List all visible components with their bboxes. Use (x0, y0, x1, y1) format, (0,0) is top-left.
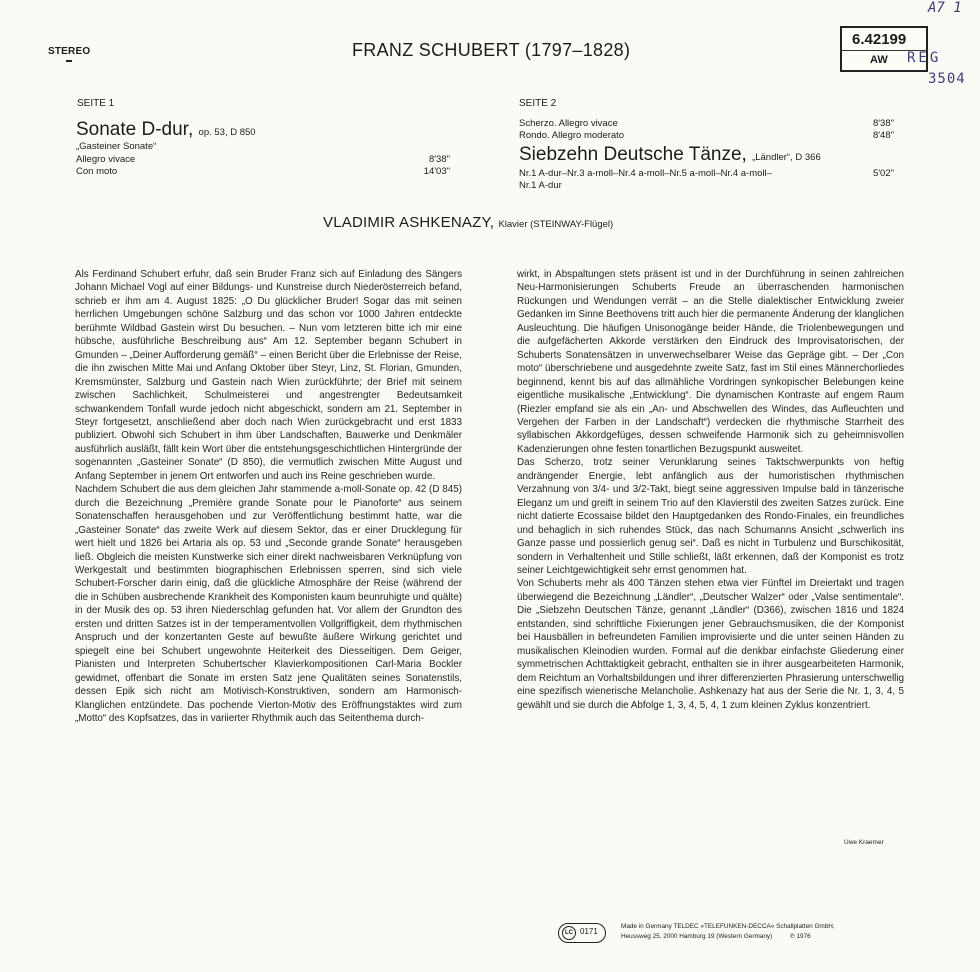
notes-column-right (517, 268, 904, 712)
side1-opus: op. 53, D 850 (198, 127, 256, 138)
label-code-number: 0171 (580, 927, 598, 936)
notes-paragraph: Als Ferdinand Schubert erfuhr, daß sein Bruder Franz sich auf Einladung des Sängers Johann Michael Vogl auf einer Bildungs- und Kunstreise durch Niederösterreich befand, schrieb er ihm am 4. August 1825: „O Du glücklicher Bruder! Sogar das mit seinen herrlichen Umgebungen schöne Salzburg und das schon vor 1000 Jahren entdeckte berühmte Wildbad Gastein wirst Du besuchen. – Nun vom letzteren bitte ich mir eine hübsche, ausführliche Beschreibung aus“ Am 12. September begann Schubert in Gmunden – „Deiner Aufforderung gemäß“ – einen Bericht über die Erlebnisse der Reise, die ihn zwischen Mitte Mai und Anfang Oktober über Steyr, Linz, St. Florian, Gmunden, Kremsmünster, Salzburg und Gastein nach Wien zurückführte; der Brief mit seinem zwischen Sachlichkeit, Schulmeisterei und angestrengter Bedeutsamkeit schwankendem Tonfall wurde jedoch nicht abgeschickt, sondern am 21. September in Steyr fortgesetzt, anschließend aber doch nach Wien zurückgebracht und erst 1833 publiziert. Obwohl sich Schubert in ihm über Landschaften, Bauwerke und Denkmäler ausführlich ausläßt, fällt kein Wort über die entstehungsgeschichtlichen Hintergründe der sogenannten „Gasteiner Sonate“ (D 850), die vermutlich zwischen Mitte August und Anfang September in jenem Ort entworfen und auch ins Reine geschrieben wurde. (75, 269, 462, 482)
stereo-label: STEREO (48, 46, 91, 57)
side2-opus: „Ländler“, D 366 (752, 152, 821, 163)
imprint-copyright: ℗ 1976 (789, 933, 811, 940)
side2-label: SEITE 2 (519, 98, 557, 109)
side2-title-text: Siebzehn Deutsche Tänze, (519, 144, 747, 165)
notes-column-left (75, 268, 462, 725)
side1-track-1-duration: 8'38" (428, 154, 450, 165)
catalog-code: AW (870, 54, 888, 66)
notes-paragraph: wirkt, in Abspaltungen stets präsent ist und in der Durchführung in seinen zahlreichen Neu-Harmonisierungen Schuberts Freude an überraschenden harmonischen Rückungen und Wendungen verrät – an die Stelle dialektischer Entwicklung zweier Gedanken im Sinne Beethovens tritt auch hier die permanente Änderung der klanglichen Ausleuchtung. Die häufigen Unisonogänge beider Hände, die Triolenbewegungen und die aufgefächerten Akkorde verstärken den Eindruck des Improvisatorischen, der Schuberts Sonatensätzen in unverwechselbarer Weise das Gepräge gibt. – Der „Con moto“ überschriebene und ausgedehnte zweite Satz, fast im Stil eines Männerchorliedes beginnend, kennt bis auf das allmähliche Vordringen synkopischer Belebungen keine eigentliche musikalische „Entwicklung“. Die dynamischen Kontraste auf engem Raum (Riezler empfand sie als ein „An- und Abschwellen des Windes, das Aufleuchten und Vergehen der Farben in der Landschaft“) verdecken die rhythmische Starrheit des syllabischen Akkordgefüges, dessen schweifende Harmonik sich zu geheimnisvollen Kadenzierungen ohne festen tonartlichen Bezugspunkt ausweitet. (517, 269, 904, 455)
side2-track-1-name: Scherzo. Allegro vivace (519, 118, 618, 129)
side1-track-2-name: Con moto (76, 166, 118, 177)
notes-paragraph: Nachdem Schubert die aus dem gleichen Jahr stammende a-moll-Sonate op. 42 (D 845) durch die Bezeichnung „Première grande Sonate pour le Pianoforte“ aus seinem Sonatenschaffen herausgehoben und zur Veröffentlichung bestimmt hatte, war die „Gasteiner Sonate“ das zweite Werk auf diesem Sektor, das er einer Drucklegung für wert hielt und 1826 bei Artaria als op. 53 und „Seconde grande Sonate“ herausgeben ließ. Obgleich die meisten Kunstwerke sich einer direkt nachweisbaren Verknüpfung von Werkgestalt und bestimmten biographischen Erlebnissen sperren, sind sich viele Schubert-Forscher darin einig, daß die glückliche Atmosphäre der Reise (während der die in Schüben ausbrechende Krankheit des Komponisten kaum beunruhigte und quälte) in der Musik des op. 53 ihren Niederschlag gefunden hat. Vor allem der Grundton des ersten und dritten Satzes ist in der temperamentvollen Vollgriffigkeit, dem rhythmischen Anspruch und der konzertanten Geste auf bewußte äußere Wirkung gerichtet und spiegelt eine bei Schubert ungewohnte Heiterkeit des Diesseitigen. Dem Geiger, Pianisten und Interpreten Schubertscher Klavierkompositionen Carl-Maria Bockler gewidmet, offenbart die Sonate im ersten Satz jene Qualitäten seines Sonatenstils, dessen Epik sich nicht am Motivisch-Konstruktiven, sondern am Harmonisch-Klanglichen entzündete. Das pochende Vierton-Motiv des Eröffnungstaktes wird zum „Motto“ des Kopfsatzes, das in variierter Rhythmik auch das Seitenthema durch- (75, 484, 462, 724)
notes-paragraph: Von Schuberts mehr als 400 Tänzen stehen etwa vier Fünftel im Dreiertakt und tragen überwiegend die Bezeichnung „Ländler“, „Deutscher Walzer“ oder „Valse sentimentale“. Die „Siebzehn Deutschen Tänze, genannt „Ländler“ (D366), zwischen 1816 und 1824 entstanden, sind schriftliche Fixierungen jener Gebrauchsmusiken, die der Komponist bei Hausbällen in befreundeten Familien improvisierte und die unter seinen Händen zu musikalischen Kleinodien wurden. Formal auf die denkbar einfachste Gliederung einer symmetrischen Achttaktigkeit gebracht, enthalten sie in ihrer ausgearbeiteten Harmonik, dem Reichtum an Vorhaltsbildungen und ihrer differenzierten Phrasierung unterschwellig eine spezifisch wienerische Melancholie. Ashkenazy hat aus der Serie die Nr. 1, 3, 4, 5 gewählt und sie durch die Abfolge 1, 3, 4, 5, 4, 1 zum kleinen Zyklus konzentriert. (517, 578, 904, 711)
side2-dances-line1: Nr.1 A-dur–Nr.3 a-moll–Nr.4 a-moll–Nr.5 a-moll–Nr.4 a-moll– (519, 168, 772, 179)
composer-title: FRANZ SCHUBERT (1797–1828) (352, 40, 631, 60)
imprint-line1: Made in Germany TELDEC »TELEFUNKEN-DECCA« Schallplatten GmbH, (621, 923, 835, 930)
handwritten-top: A7 1 (928, 0, 962, 16)
catalog-number: 6.42199 (852, 31, 907, 48)
side1-subtitle: „Gasteiner Sonate“ (76, 141, 157, 152)
imprint-line2 (621, 932, 921, 942)
label-code-mark: LC (562, 926, 576, 940)
performer-name: VLADIMIR ASHKENAZY, (323, 214, 495, 231)
handwritten-number: 3504 (928, 71, 966, 87)
side2-track-1-duration: 8'38" (872, 118, 894, 129)
side2-track-2-name: Rondo. Allegro moderato (519, 130, 625, 141)
performer (323, 214, 613, 231)
imprint (621, 922, 921, 942)
notes-author: Uwe Kraemer (844, 839, 884, 846)
side1-work-title (76, 119, 256, 141)
side1-track-2-duration: 14'03" (423, 166, 450, 177)
stereo-dash (66, 60, 72, 62)
imprint-address: Heussweg 25, 2000 Hamburg 19 (Western Germany) (621, 933, 773, 940)
side2-work-title (519, 144, 821, 166)
side1-label: SEITE 1 (77, 98, 115, 109)
side2-track-2-duration: 8'48" (872, 130, 894, 141)
handwritten-reg: REG (907, 50, 942, 66)
side1-title-text: Sonate D-dur, (76, 119, 194, 140)
performer-role: Klavier (STEINWAY-Flügel) (498, 219, 614, 230)
side1-track-1-name: Allegro vivace (76, 154, 136, 165)
notes-paragraph: Das Scherzo, trotz seiner Verunklarung seines Taktschwerpunkts von heftig andrängender Energie, lebt anfänglich aus der humoristischen rhythmischen Verzahnung von 3/4- und 3/2-Takt, biegt seine aggressiven Impulse bald in tänzerische Eleganz um und greift in seinem Trio auf den Klavierstil des zweiten Satzes zurück. Eine nicht datierte Ecossaise bildet den Hauptgedanken des Rondo-Finales, ein freundliches und behaglich in sich ruhendes Stück, das nach Schumanns Ansicht „schwerlich ins Ganze passe und possierlich genug sei“. Daß es nicht in Turbulenz und Burschikosität, sondern in Verhaltenheit und Stille schließt, läßt erkennen, daß der Komponist es trotz seiner Leichtgewichtigkeit sehr ernst genommen hat. (517, 457, 904, 576)
side2-dances-line2: Nr.1 A-dur (519, 180, 562, 191)
side2-dances-duration: 5'02" (872, 168, 894, 179)
